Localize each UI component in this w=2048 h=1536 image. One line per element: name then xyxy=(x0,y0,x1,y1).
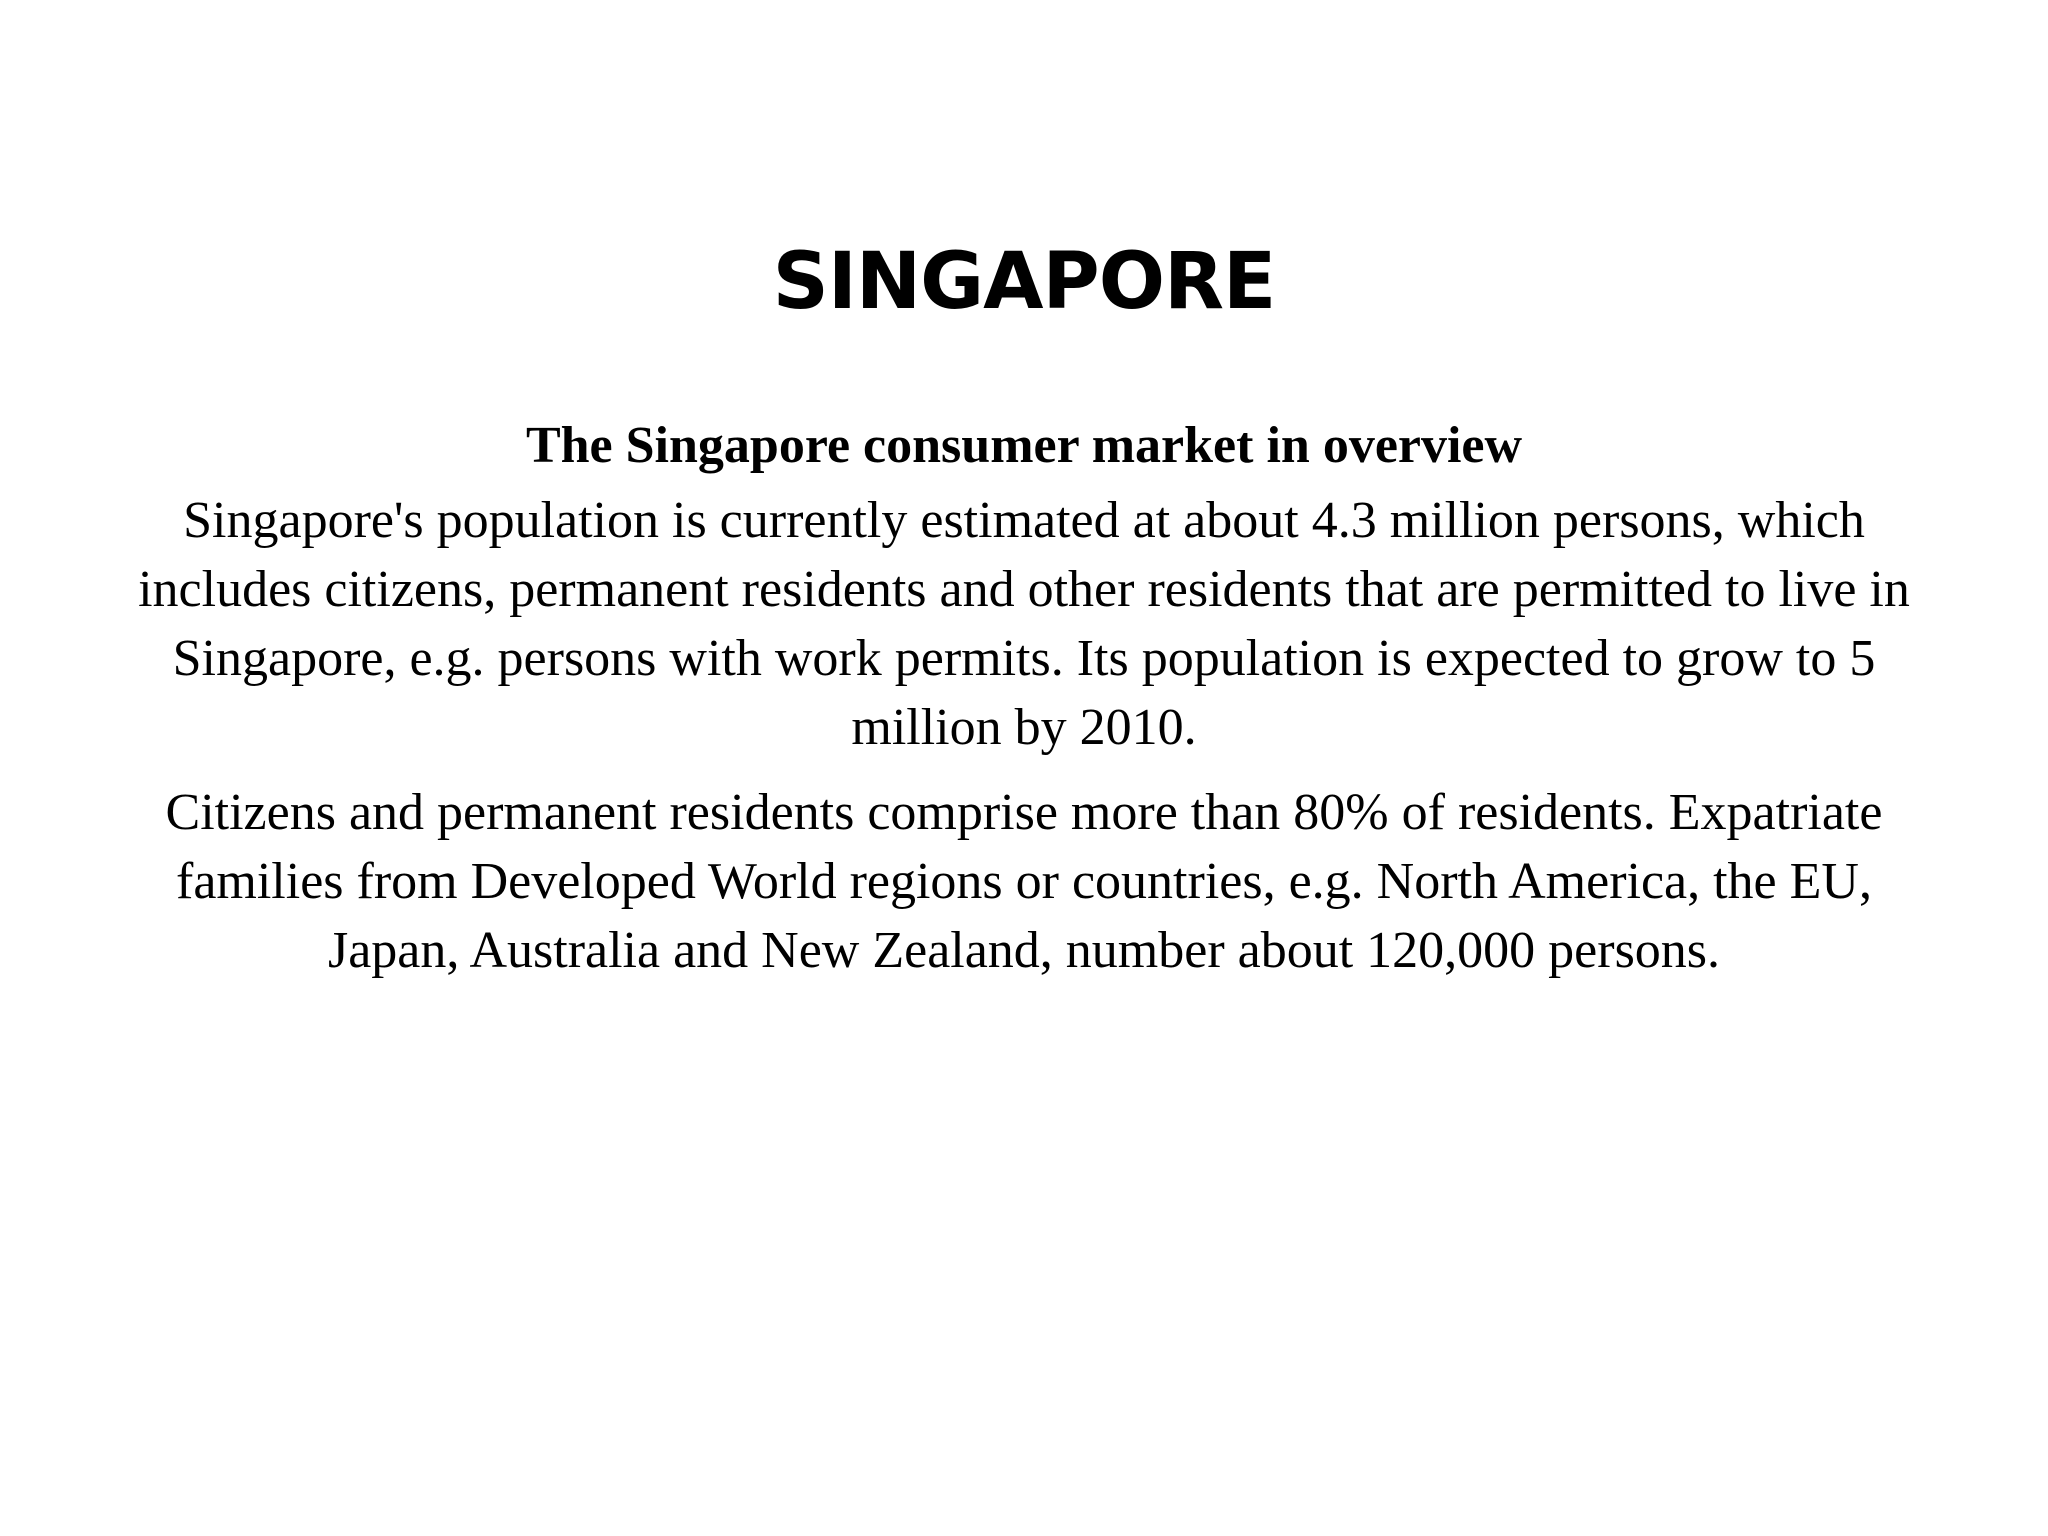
paragraph-population: Singapore's population is currently estimated at about 4.3 million persons, which includes citizens, permanent residents and other residents that are permitted to live in Singapore, e.g. persons with work permits. Its population is expected to grow to 5 million by 2010. xyxy=(138,492,1910,756)
slide-title: SINGAPORE xyxy=(772,237,1276,327)
slide-subtitle: The Singapore consumer market in overview xyxy=(525,417,1523,474)
paragraph-residents: Citizens and permanent residents comprise more than 80% of residents. Expatriate families from Developed World regions or countries, e.g. North America, the EU, Japan, Australia and New Zealand, number about 120,000 persons. xyxy=(165,784,1883,979)
slide-body xyxy=(130,412,1918,1001)
